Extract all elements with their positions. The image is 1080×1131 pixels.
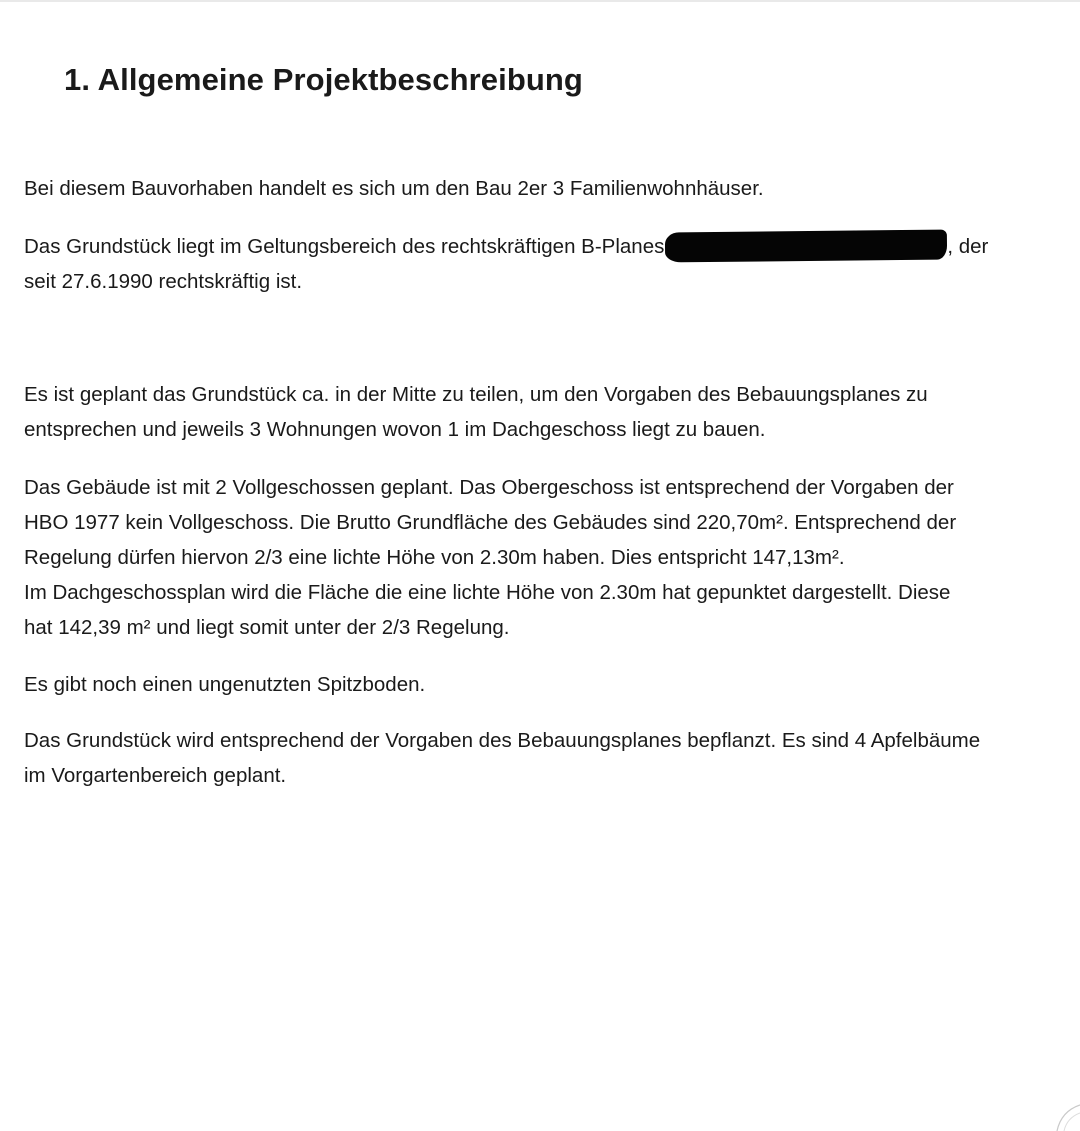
paragraph-building-line-5: hat 142,39 m² und liegt somit unter der 2/3 Regelung.: [24, 616, 510, 639]
paragraph-building: [24, 470, 956, 645]
paragraph-plot-text-end: , der: [947, 235, 989, 258]
paragraph-division: [24, 377, 928, 447]
paragraph-intro: [24, 171, 764, 206]
paragraph-building-line-3: Regelung dürfen hiervon 2/3 eine lichte Höhe von 2.30m haben. Dies entspricht 147,13m².: [24, 546, 845, 569]
paragraph-attic: [24, 667, 425, 702]
paragraph-building-line-4: Im Dachgeschossplan wird die Fläche die eine lichte Höhe von 2.30m hat gepunktet dargestellt. Diese: [24, 581, 951, 604]
redaction-mark: [665, 230, 947, 263]
section-heading: 1. Allgemeine Projektbeschreibung: [64, 62, 583, 97]
paragraph-intro-text: Bei diesem Bauvorhaben handelt es sich um den Bau 2er 3 Familienwohnhäuser.: [24, 177, 764, 200]
page-curl-icon: [1040, 1091, 1080, 1131]
paragraph-plot-line-2: seit 27.6.1990 rechtskräftig ist.: [24, 270, 303, 293]
paragraph-plot-text-start: Das Grundstück liegt im Geltungsbereich des rechtskräftigen B-Planes: [24, 235, 665, 258]
paragraph-plot: [24, 229, 988, 299]
paragraph-building-line-1: Das Gebäude ist mit 2 Vollgeschossen geplant. Das Obergeschoss ist entsprechend der Vorgaben der: [24, 476, 954, 499]
paragraph-planting-line-1: Das Grundstück wird entsprechend der Vorgaben des Bebauungsplanes bepflanzt. Es sind 4 Apfelbäume: [24, 729, 981, 752]
paragraph-attic-text: Es gibt noch einen ungenutzten Spitzboden.: [24, 673, 426, 696]
paragraph-planting-line-2: im Vorgartenbereich geplant.: [24, 764, 287, 787]
paragraph-division-line-2: entsprechen und jeweils 3 Wohnungen wovon 1 im Dachgeschoss liegt zu bauen.: [24, 418, 766, 441]
paragraph-division-line-1: Es ist geplant das Grundstück ca. in der Mitte zu teilen, um den Vorgaben des Bebauungsplanes zu: [24, 383, 928, 406]
paragraph-planting: [24, 723, 980, 793]
paragraph-building-line-2: HBO 1977 kein Vollgeschoss. Die Brutto Grundfläche des Gebäudes sind 220,70m². Entsprechend der: [24, 511, 957, 534]
